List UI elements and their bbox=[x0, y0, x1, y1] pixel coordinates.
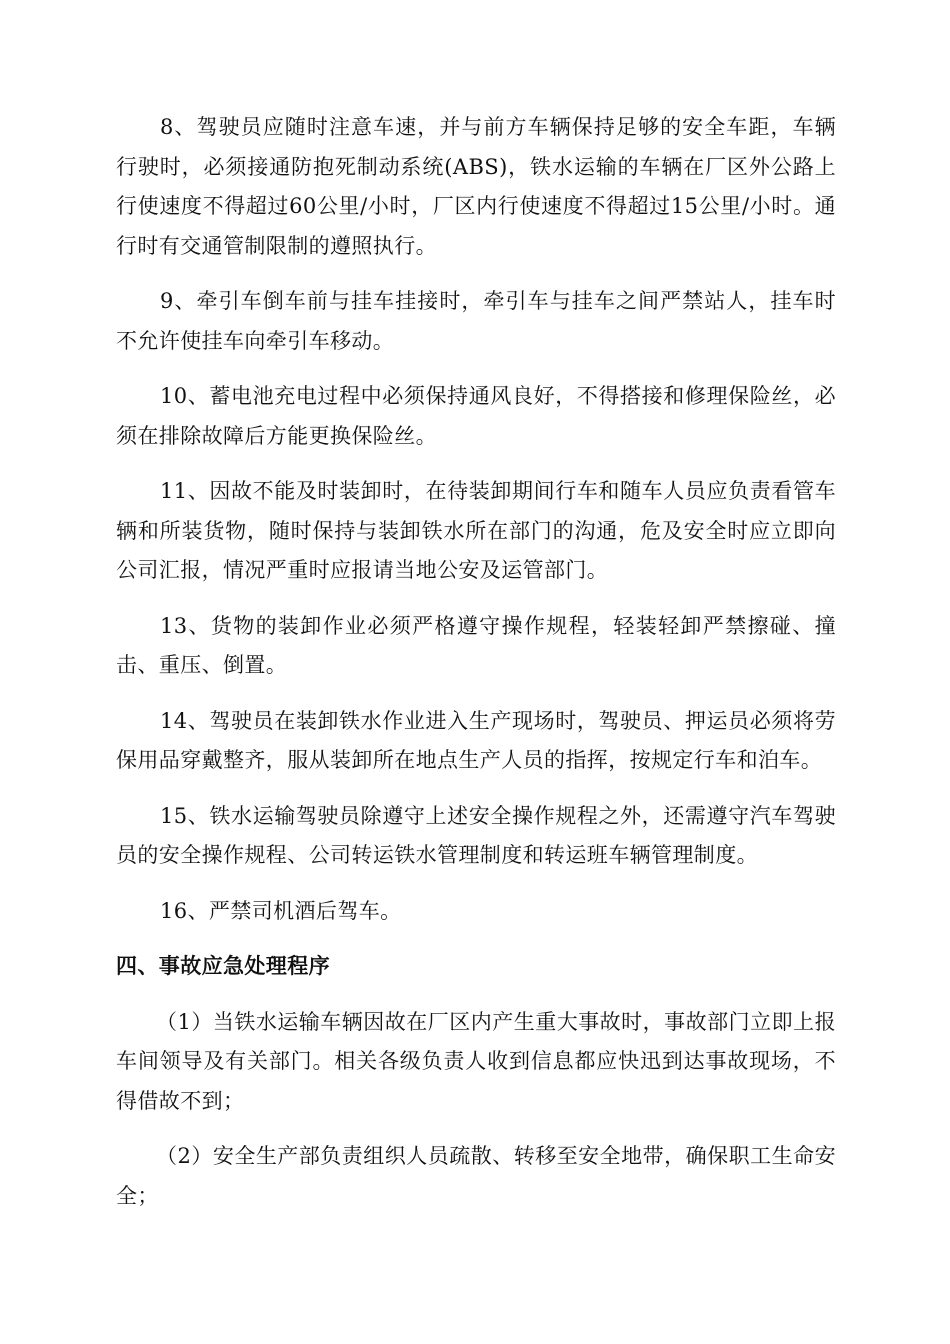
procedure-step-1: （1）当铁水运输车辆因故在厂区内产生重大事故时，事故部门立即上报车间领导及有关部门。相关各级负责人收到信息都应快迅到达事故现场，不得借故不到； bbox=[116, 1009, 836, 1113]
rule-item-9: 9、牵引车倒车前与挂车挂接时，牵引车与挂车之间严禁站人，挂车时不允许使挂车向牵引车移动。 bbox=[116, 289, 836, 353]
rule-item-13: 13、货物的装卸作业必须严格遵守操作规程，轻装轻卸严禁擦碰、撞击、重压、倒置。 bbox=[116, 613, 836, 677]
rule-item-15: 15、铁水运输驾驶员除遵守上述安全操作规程之外，还需遵守汽车驾驶员的安全操作规程、公司转运铁水管理制度和转运班车辆管理制度。 bbox=[116, 803, 836, 867]
document-page bbox=[116, 108, 836, 1232]
procedure-step-2: （2）安全生产部负责组织人员疏散、转移至安全地带，确保职工生命安全； bbox=[116, 1144, 836, 1208]
rule-item-11: 11、因故不能及时装卸时，在待装卸期间行车和随车人员应负责看管车辆和所装货物，随时保持与装卸铁水所在部门的沟通，危及安全时应立即向公司汇报，情况严重时应报请当地公安及运管部门。 bbox=[116, 479, 836, 582]
section-heading: 四、事故应急处理程序 bbox=[116, 954, 330, 978]
rule-item-10: 10、蓄电池充电过程中必须保持通风良好，不得搭接和修理保险丝，必须在排除故障后方能更换保险丝。 bbox=[116, 384, 836, 448]
rule-item-16: 16、严禁司机酒后驾车。 bbox=[160, 898, 402, 923]
rule-item-8: 8、驾驶员应随时注意车速，并与前方车辆保持足够的安全车距，车辆行驶时，必须接通防抱死制动系统(ABS)，铁水运输的车辆在厂区外公路上行使速度不得超过60公里/小时，厂区内行使速度不得超过15公里/小时。通行时有交通管制限制的遵照执行。 bbox=[116, 115, 836, 258]
rule-item-14: 14、驾驶员在装卸铁水作业进入生产现场时，驾驶员、押运员必须将劳保用品穿戴整齐，服从装卸所在地点生产人员的指挥，按规定行车和泊车。 bbox=[116, 708, 836, 772]
